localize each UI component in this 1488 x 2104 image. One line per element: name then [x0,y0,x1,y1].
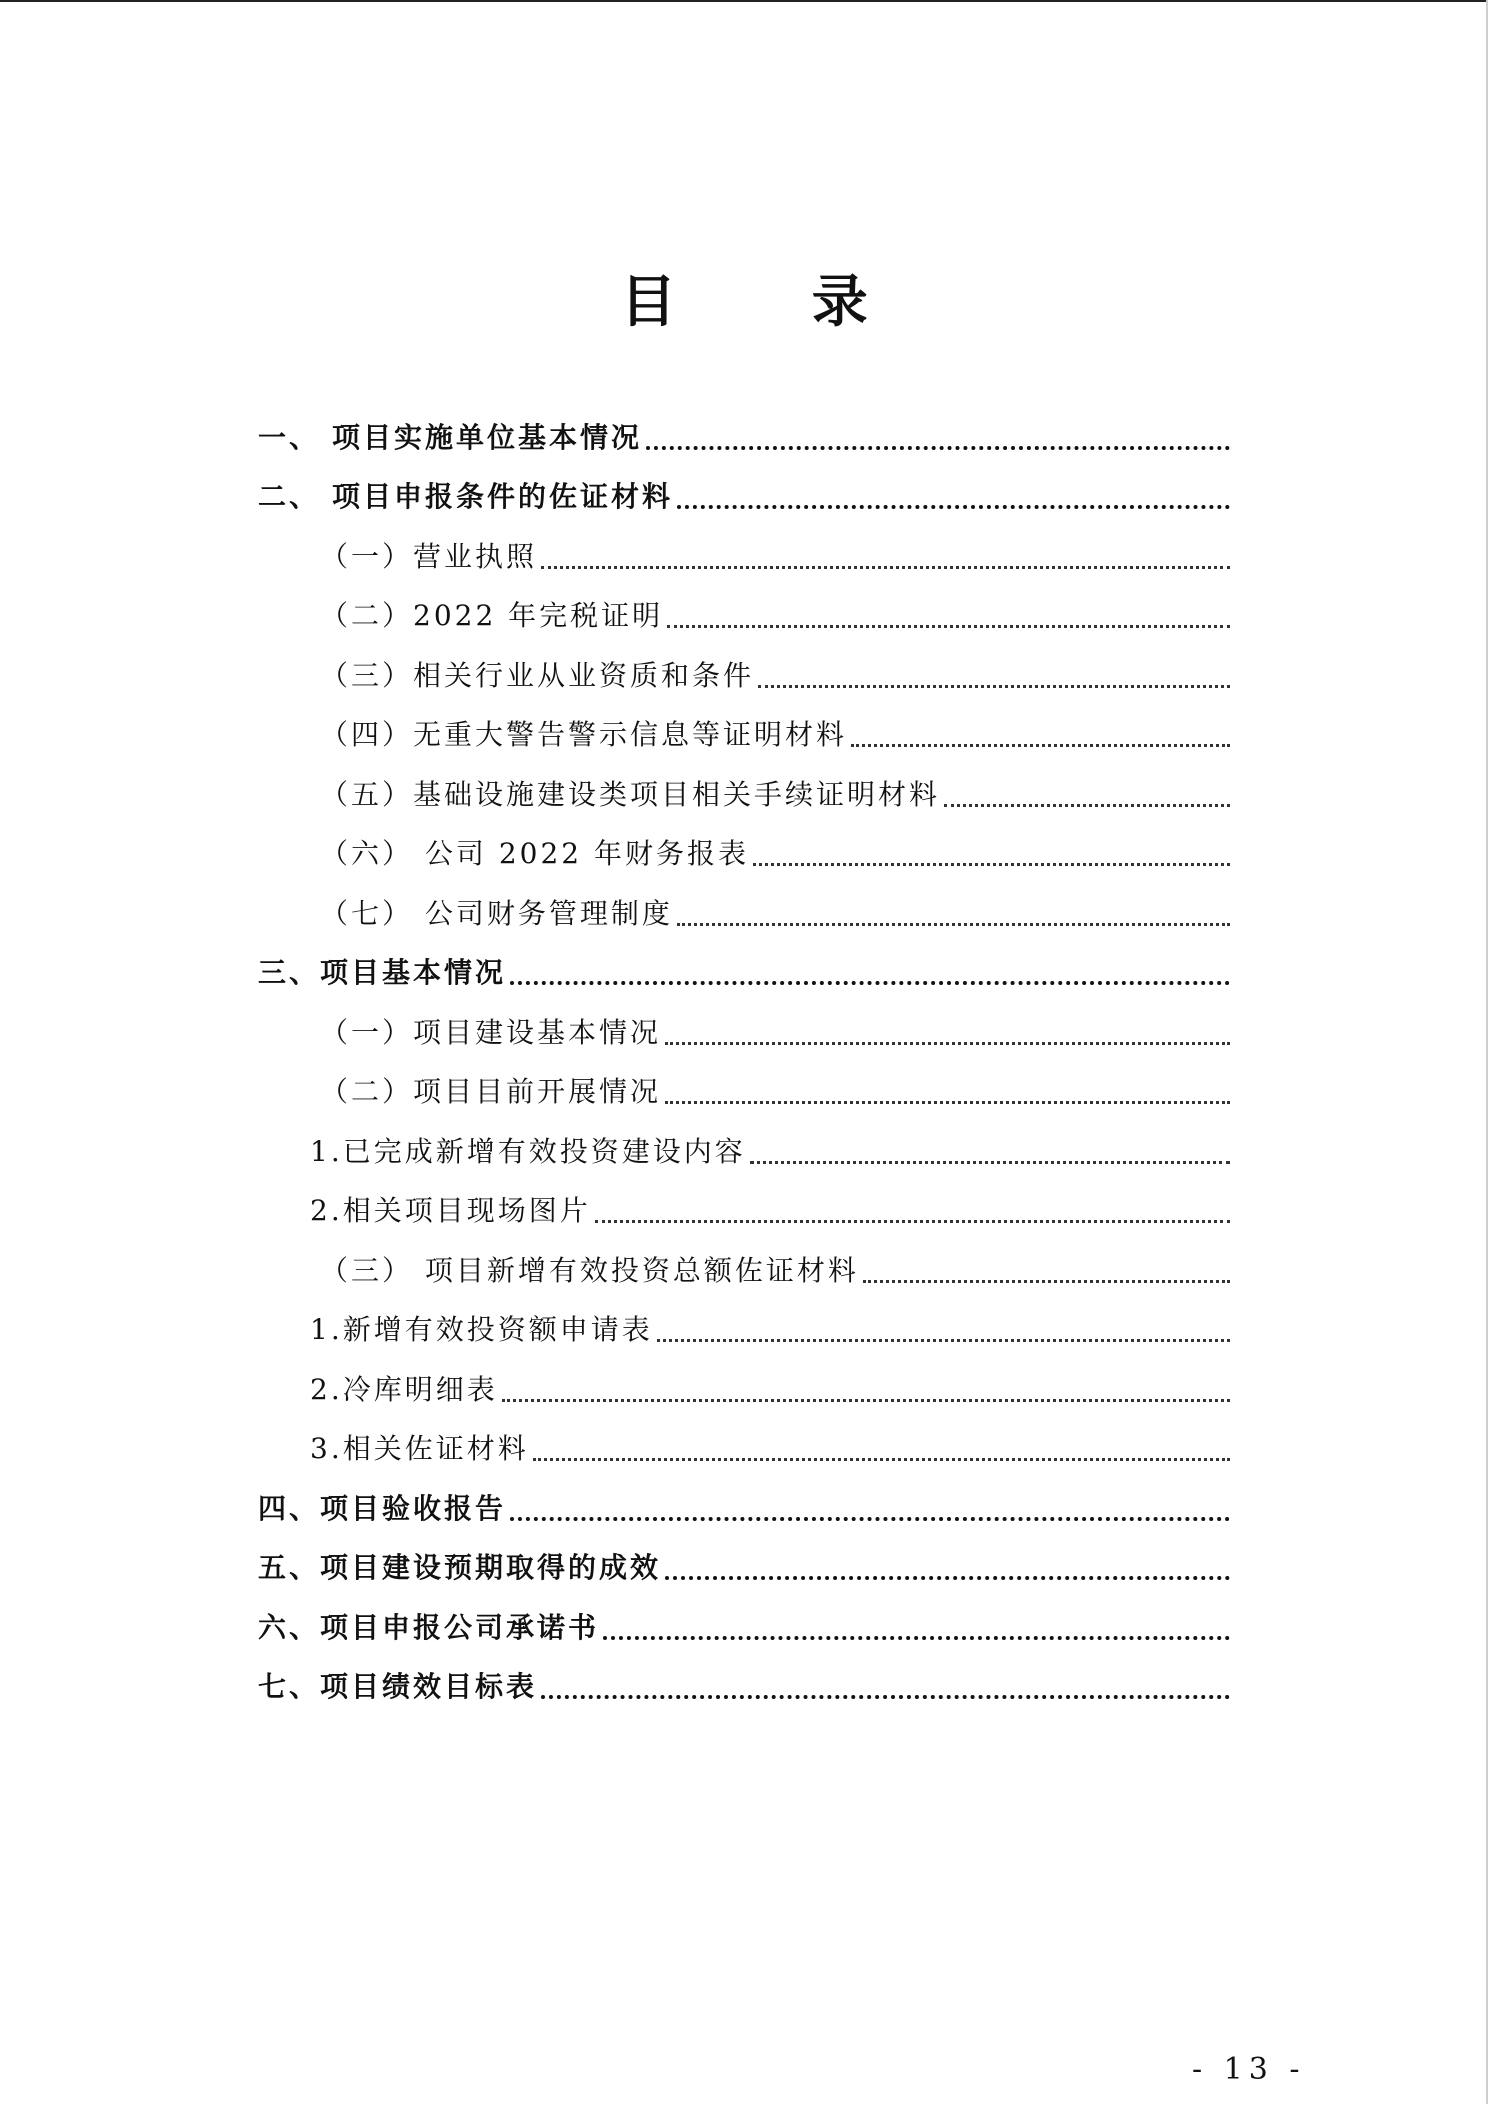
toc-entry-label [258,477,677,517]
toc-entry-number: 三、 [258,956,321,989]
toc-entry-text: 新增有效投资额申请表 [342,1313,653,1346]
toc-entry-label [320,1072,665,1112]
toc-entry-number: 四、 [258,1491,321,1525]
toc-entry-text: 项目绩效目标表 [320,1670,538,1703]
toc-entry-label [310,1191,595,1231]
toc-dot-leader [646,418,1230,458]
toc-entry-number: （六） [320,837,414,870]
toc-dot-leader [851,715,1230,755]
toc-dot-leader [533,1429,1230,1469]
toc-entry[interactable] [258,636,1230,696]
toc-entry[interactable] [258,1469,1230,1529]
toc-entry-number: 二、 [258,480,321,513]
toc-entry-label [258,1608,603,1648]
toc-dot-leader [750,1132,1230,1172]
toc-entry-text: 已完成新增有效投资建设内容 [342,1134,746,1168]
toc-entry-label [320,1013,665,1053]
toc-entry-label [320,715,851,755]
toc-dot-leader [753,834,1230,874]
toc-entry[interactable] [258,1648,1230,1708]
toc-entry-label [310,1310,657,1350]
toc-entry-number: （二） [320,599,414,632]
toc-dot-leader [863,1251,1230,1291]
toc-entry[interactable] [258,934,1230,994]
toc-entry-text: 项目基本情况 [320,956,507,989]
toc-entry-text: 基础设施建设类项目相关手续证明材料 [413,777,941,811]
toc-entry-label [320,596,667,636]
toc-entry-text: 无重大警告警示信息等证明材料 [413,718,848,751]
page-number: - 13 - [1192,2052,1306,2087]
toc-entry-number: （三） [320,658,414,692]
toc-entry[interactable] [258,1410,1230,1470]
toc-entry-label [258,1548,665,1588]
toc-dot-leader [657,1310,1230,1350]
toc-entry[interactable] [258,517,1230,577]
toc-entry-label [258,418,646,458]
toc-entry-label [320,894,677,934]
toc-dot-leader [510,953,1230,993]
toc-entry-text: 项目申报公司承诺书 [320,1610,600,1644]
toc-dot-leader [758,656,1230,696]
toc-entry-text: 项目建设预期取得的成效 [320,1551,662,1584]
toc-entry-label [258,1667,541,1707]
toc-entry[interactable] [258,755,1230,815]
toc-entry-text: 相关行业从业资质和条件 [413,658,755,692]
toc-dot-leader [541,1667,1230,1707]
toc-entry-number: 2. [310,1372,343,1406]
toc-entry-text: 项目目前开展情况 [413,1075,662,1108]
toc-entry-number: 3. [310,1432,343,1465]
toc-entry[interactable] [258,1588,1230,1648]
toc-dot-leader [510,1489,1230,1529]
toc-entry-text: 项目申报条件的佐证材料 [332,480,674,513]
toc-entry-text: 项目实施单位基本情况 [332,420,643,454]
toc-entry-label [320,775,944,815]
toc-entry-label [258,953,510,993]
toc-entry-number: （一） [320,539,414,573]
toc-entry-number: （五） [320,777,414,811]
toc-entry-label [320,656,758,696]
toc-entry-label [310,1370,502,1410]
toc-dot-leader [603,1608,1230,1648]
toc-entry-number: 1. [310,1313,343,1346]
toc-dot-leader [667,596,1230,636]
toc-entry[interactable] [258,993,1230,1053]
toc-entry-text: 营业执照 [413,539,538,573]
toc-entry-text: 相关佐证材料 [342,1432,529,1465]
toc-dot-leader [677,477,1230,517]
toc-entry-text: 项目验收报告 [320,1491,507,1525]
toc-entry-number: （三） [320,1253,414,1287]
toc-entry-number: 五、 [258,1551,321,1584]
toc-entry-text: 相关项目现场图片 [342,1194,591,1227]
toc-entry[interactable] [258,874,1230,934]
toc-entry-label [310,1132,750,1172]
toc-entry-text: 公司财务管理制度 [413,896,673,930]
toc-entry[interactable] [258,1350,1230,1410]
toc-entry-number: 一、 [258,420,321,454]
toc-entry-number: 六、 [258,1610,321,1644]
toc-entry-number: （一） [320,1015,414,1049]
toc-entry-label [320,1251,863,1291]
toc-entry[interactable] [258,458,1230,518]
table-of-contents [258,398,1230,1707]
toc-entry[interactable] [258,1112,1230,1172]
toc-entry-text: 冷库明细表 [342,1372,498,1406]
toc-entry-number: （七） [320,896,414,930]
toc-entry-number: 2. [310,1194,343,1227]
toc-entry-number: （四） [320,718,414,751]
toc-dot-leader [665,1072,1230,1112]
toc-entry[interactable] [258,1053,1230,1113]
toc-entry[interactable] [258,577,1230,637]
toc-entry-number: （二） [320,1075,414,1108]
toc-entry[interactable] [258,1529,1230,1589]
page-top-border [0,0,1488,2]
toc-dot-leader [665,1548,1230,1588]
toc-entry-text: 项目新增有效投资总额佐证材料 [413,1253,859,1287]
toc-entry-label [320,834,753,874]
toc-entry-number: 1. [310,1134,343,1168]
toc-entry-label [320,537,541,577]
toc-dot-leader [665,1013,1230,1053]
page-title: 目 录 [620,269,926,335]
toc-entry[interactable] [258,815,1230,875]
toc-dot-leader [595,1191,1230,1231]
toc-dot-leader [944,775,1230,815]
toc-entry-number: 七、 [258,1670,321,1703]
toc-entry-label [258,1489,510,1529]
toc-entry[interactable] [258,398,1230,458]
toc-dot-leader [677,894,1230,934]
toc-entry[interactable] [258,1172,1230,1232]
toc-dot-leader [502,1370,1230,1410]
toc-entry-text: 公司 2022 年财务报表 [413,837,749,870]
toc-entry-label [310,1429,533,1469]
toc-entry[interactable] [258,1231,1230,1291]
toc-entry-text: 2022 年完税证明 [413,599,664,632]
toc-entry-text: 项目建设基本情况 [413,1015,662,1049]
toc-dot-leader [541,537,1230,577]
toc-entry[interactable] [258,696,1230,756]
toc-entry[interactable] [258,1291,1230,1351]
